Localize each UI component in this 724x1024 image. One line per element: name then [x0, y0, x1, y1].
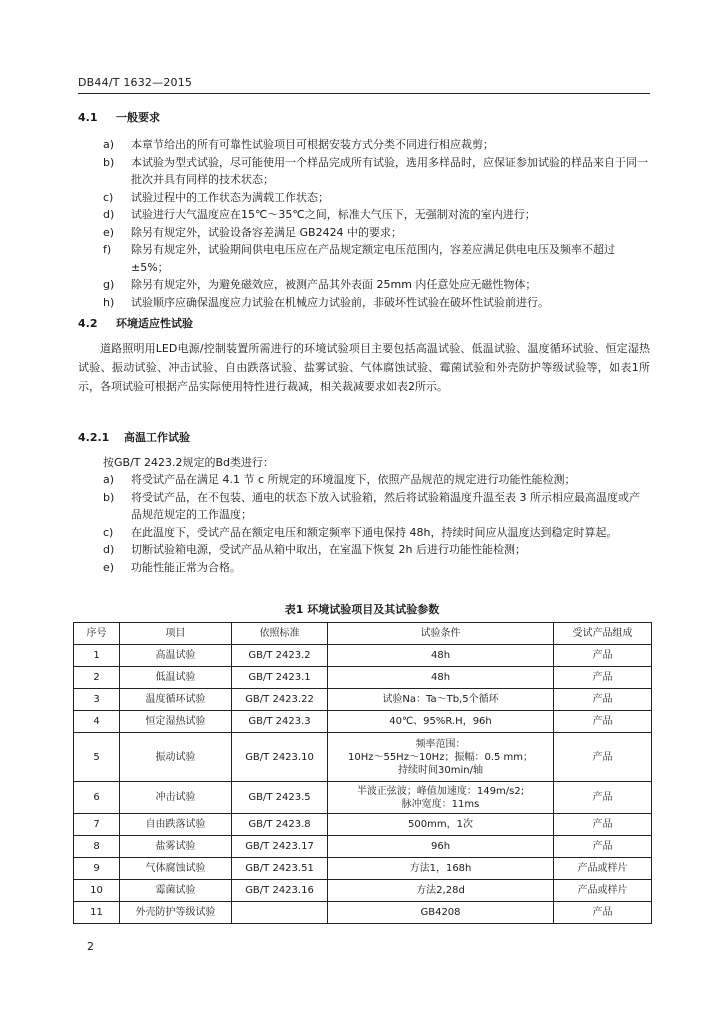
list-marker: a) — [103, 138, 115, 151]
table-cell: 高温试验 — [120, 645, 232, 667]
list-text: 除另有规定外，试验期间供电电压应在产品规定额定电压范围内，容差应满足供电电压及频率不超过±5%； — [131, 243, 615, 274]
table-cell: 半波正弦波；峰值加速度：149m/s2; 脉冲宽度：11ms — [328, 782, 554, 814]
table-cell: 产品 — [554, 645, 652, 667]
list-marker: d) — [103, 543, 115, 556]
table-cell: GB/T 2423.16 — [232, 880, 328, 902]
list-item — [99, 294, 650, 312]
section-title: 环境适应性试验 — [116, 317, 193, 330]
table-header-row — [74, 623, 652, 645]
environmental-test-table — [73, 622, 652, 924]
table-row — [74, 689, 652, 711]
table-cell: 48h — [328, 645, 554, 667]
section-heading-4-2-1 — [78, 429, 190, 445]
section-number: 4.1 — [78, 111, 98, 124]
list-text: 除另有规定外，试验设备容差满足 GB2424 中的要求； — [131, 225, 403, 239]
list-marker: c) — [103, 525, 114, 539]
table-cell: 冲击试验 — [120, 782, 232, 814]
list-text: 将受试产品在满足 4.1 节 c 所规定的环境温度下，依照产品规范的规定进行功能性能检测； — [131, 473, 576, 486]
table-cell: GB/T 2423.3 — [232, 711, 328, 733]
table-cell: GB/T 2423.2 — [232, 645, 328, 667]
table-cell: GB/T 2423.22 — [232, 689, 328, 711]
list-marker: b) — [103, 155, 115, 169]
list-item — [99, 524, 650, 542]
table-cell: 10 — [74, 880, 120, 902]
column-header: 受试产品组成 — [554, 623, 652, 645]
list-text: 本章节给出的所有可靠性试验项目可根据安装方式分类不同进行相应裁剪； — [131, 138, 494, 151]
table-cell: 气体腐蚀试验 — [120, 858, 232, 880]
procedure-lead: 按GB/T 2423.2规定的Bd类进行： — [103, 456, 275, 469]
list-text: 切断试验箱电源，受试产品从箱中取出，在室温下恢复 2h 后进行功能性能检测； — [131, 543, 526, 556]
table-cell: 外壳防护等级试验 — [120, 902, 232, 924]
table-cell: 11 — [74, 902, 120, 924]
high-temp-procedure-list — [99, 471, 650, 576]
table-cell: 9 — [74, 858, 120, 880]
table-cell: 恒定湿热试验 — [120, 711, 232, 733]
table-row — [74, 711, 652, 733]
list-text: 除另有规定外，为避免磁效应，被测产品其外表面 25mm 内任意处应无磁性物体； — [131, 278, 537, 291]
table-cell: 6 — [74, 782, 120, 814]
list-marker: b) — [103, 490, 115, 504]
table-row — [74, 782, 652, 814]
list-text: 功能性能正常为合格。 — [131, 560, 241, 574]
table-cell: 温度循环试验 — [120, 689, 232, 711]
table-row — [74, 645, 652, 667]
list-item — [99, 224, 650, 242]
environmental-test-paragraph: 道路照明用LED电源/控制装置所需进行的环境试验项目主要包括高温试验、低温试验、温度循环试验、恒定湿热试验、振动试验、冲击试验、自由跌落试验、盐雾试验、气体腐蚀试验、霉菌试验和外壳防护等级试验等，如表1所示，各项试验可根据产品实际使用特性进行裁减，相关裁减要求如表2所示。 — [78, 342, 650, 393]
table-cell: 盐雾试验 — [120, 836, 232, 858]
table-cell: GB/T 2423.8 — [232, 814, 328, 836]
table-cell: 48h — [328, 667, 554, 689]
table-cell: 产品 — [554, 902, 652, 924]
table-cell — [232, 902, 328, 924]
table-row — [74, 814, 652, 836]
table-cell: GB/T 2423.5 — [232, 782, 328, 814]
list-marker: g) — [103, 278, 115, 291]
list-marker: e) — [103, 560, 115, 574]
table-cell: 试验Na：Ta～Tb,5个循环 — [328, 689, 554, 711]
list-text: 将受试产品，在不包装、通电的状态下放入试验箱，然后将试验箱温度升温至表 3 所示相应最高温度或产品规范规定的工作温度； — [131, 490, 640, 521]
list-item — [99, 154, 650, 189]
list-item — [99, 136, 650, 154]
document-code: DB44/T 1632—2015 — [78, 76, 193, 89]
section-title: 一般要求 — [116, 111, 160, 124]
table-cell: 5 — [74, 733, 120, 782]
list-marker: a) — [103, 473, 115, 486]
list-item — [99, 206, 650, 224]
table-cell: 500mm，1次 — [328, 814, 554, 836]
list-marker: f) — [103, 243, 112, 256]
table-row — [74, 902, 652, 924]
table-cell: 产品或样片 — [554, 858, 652, 880]
table-cell: 40℃、95%R.H，96h — [328, 711, 554, 733]
list-marker: d) — [103, 208, 115, 221]
table-cell: 96h — [328, 836, 554, 858]
table-cell: 3 — [74, 689, 120, 711]
section-number: 4.2.1 — [78, 431, 110, 444]
table-cell: 霉菌试验 — [120, 880, 232, 902]
table-cell: GB/T 2423.10 — [232, 733, 328, 782]
table-row — [74, 858, 652, 880]
table-cell: GB/T 2423.17 — [232, 836, 328, 858]
section-heading-4-1 — [78, 109, 160, 125]
table-row — [74, 836, 652, 858]
column-header: 依照标准 — [232, 623, 328, 645]
table-cell: 2 — [74, 667, 120, 689]
general-requirements-list — [99, 136, 650, 311]
list-text: 试验过程中的工作状态为满载工作状态； — [131, 190, 329, 204]
list-item — [99, 241, 650, 276]
list-item — [99, 541, 650, 559]
page-number: 2 — [87, 940, 94, 953]
table-cell: 产品或样片 — [554, 880, 652, 902]
list-marker: c) — [103, 190, 114, 204]
table-cell: 产品 — [554, 814, 652, 836]
list-item — [99, 471, 650, 489]
table-caption: 表1 环境试验项目及其试验参数 — [284, 603, 440, 616]
table-cell: 方法1，168h — [328, 858, 554, 880]
table-cell: 4 — [74, 711, 120, 733]
table-cell: 方法2,28d — [328, 880, 554, 902]
list-text: 本试验为型式试验，尽可能使用一个样品完成所有试验，选用多样品时，应保证参加试验的样品来自于同一批次并具有同样的技术状态； — [131, 155, 648, 186]
table-cell: 振动试验 — [120, 733, 232, 782]
table-cell: 频率范围： 10Hz～55Hz～10Hz；振幅：0.5 mm； 持续时间30min/轴 — [328, 733, 554, 782]
list-marker: e) — [103, 225, 115, 239]
table-cell: 低温试验 — [120, 667, 232, 689]
table-cell: GB4208 — [328, 902, 554, 924]
table-cell: GB/T 2423.1 — [232, 667, 328, 689]
list-item — [99, 559, 650, 577]
table-cell: 产品 — [554, 782, 652, 814]
list-item — [99, 276, 650, 294]
section-title: 高温工作试验 — [124, 431, 190, 444]
section-number: 4.2 — [78, 317, 98, 330]
column-header: 试验条件 — [328, 623, 554, 645]
table-cell: 7 — [74, 814, 120, 836]
list-text: 试验顺序应确保温度应力试验在机械应力试验前，非破坏性试验在破坏性试验前进行。 — [131, 295, 549, 309]
table-row — [74, 880, 652, 902]
table-cell: GB/T 2423.51 — [232, 858, 328, 880]
column-header: 项目 — [120, 623, 232, 645]
list-item — [99, 489, 650, 524]
list-text: 试验进行大气温度应在15℃～35℃之间，标准大气压下，无强制对流的室内进行； — [131, 208, 536, 221]
table-row — [74, 733, 652, 782]
table-cell: 产品 — [554, 836, 652, 858]
column-header: 序号 — [74, 623, 120, 645]
table-cell: 自由跌落试验 — [120, 814, 232, 836]
list-marker: h) — [103, 295, 115, 309]
header-rule — [78, 93, 650, 94]
table-cell: 1 — [74, 645, 120, 667]
list-text: 在此温度下，受试产品在额定电压和额定频率下通电保持 48h，持续时间应从温度达到稳定时算起。 — [131, 525, 618, 539]
section-heading-4-2 — [78, 315, 193, 331]
table-cell: 产品 — [554, 733, 652, 782]
table-cell: 产品 — [554, 711, 652, 733]
list-item — [99, 189, 650, 207]
table-cell: 8 — [74, 836, 120, 858]
table-row — [74, 667, 652, 689]
table-cell: 产品 — [554, 667, 652, 689]
table-cell: 产品 — [554, 689, 652, 711]
